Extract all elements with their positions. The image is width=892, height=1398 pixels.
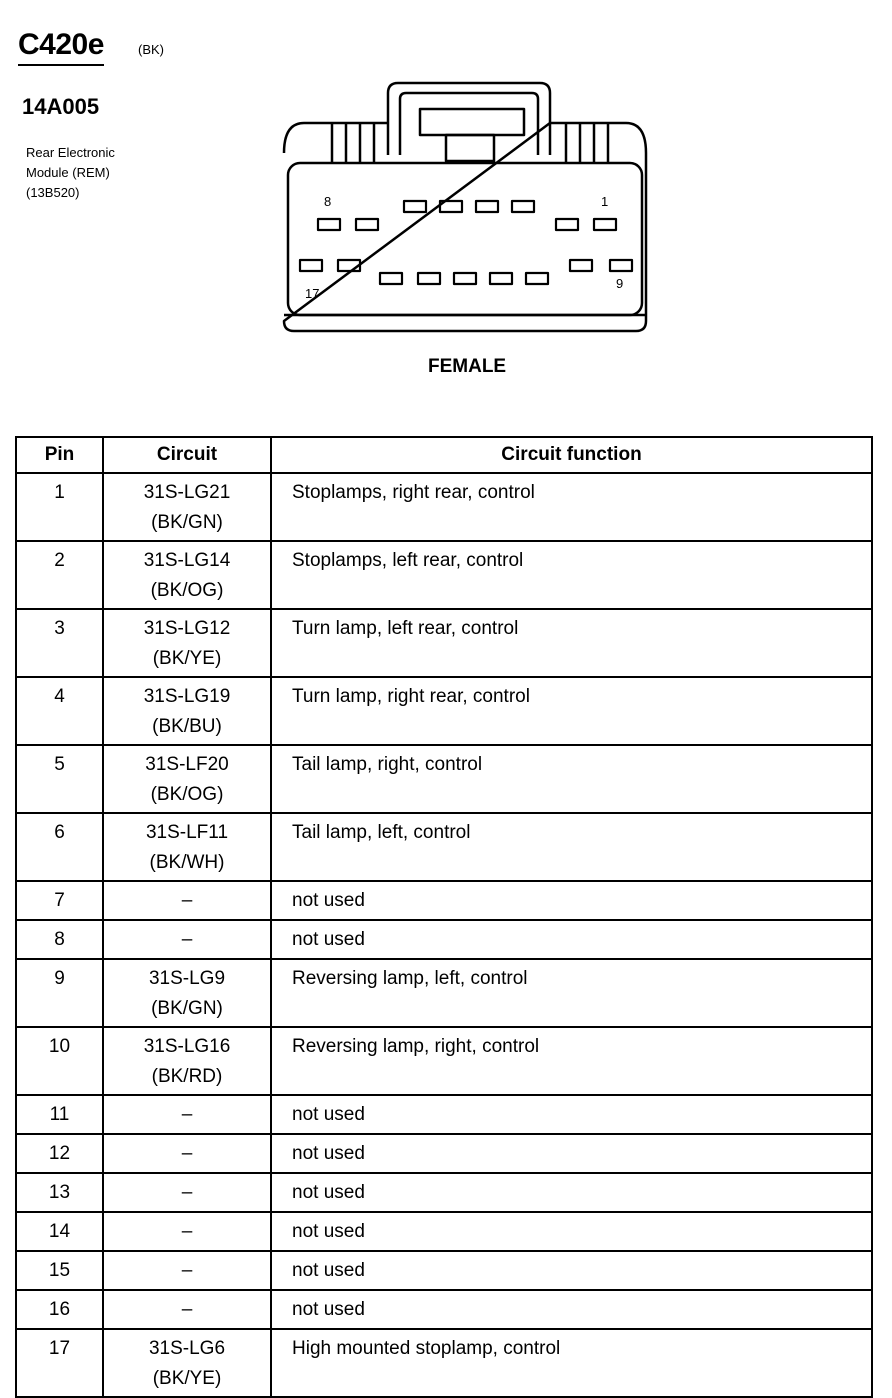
circuit-function: not used xyxy=(271,881,872,920)
circuit-cell xyxy=(103,541,271,609)
table-header-row xyxy=(16,437,872,473)
circuit-id: 31S-LF11 xyxy=(145,822,229,843)
pin-cavity xyxy=(512,201,534,212)
latch-window xyxy=(420,109,524,135)
pin-cavity xyxy=(418,273,440,284)
pin-cavity xyxy=(570,260,592,271)
header-function: Circuit function xyxy=(271,437,872,473)
table-row xyxy=(16,959,872,1027)
circuit-function: Tail lamp, right, control xyxy=(271,745,872,813)
pin-number: 8 xyxy=(16,920,103,959)
circuit-cell xyxy=(103,1134,271,1173)
pin-cavity xyxy=(356,219,378,230)
circuit-cell xyxy=(103,1173,271,1212)
circuit-function: Tail lamp, left, control xyxy=(271,813,872,881)
table-row xyxy=(16,1212,872,1251)
header-circuit: Circuit xyxy=(103,437,271,473)
pin-number: 2 xyxy=(16,541,103,609)
wire-color: (BK/BU) xyxy=(152,716,222,737)
wire-color: (BK/RD) xyxy=(151,1066,223,1087)
pin-label-1: 1 xyxy=(601,194,609,209)
circuit-function: not used xyxy=(271,1134,872,1173)
circuit-function: Reversing lamp, right, control xyxy=(271,1027,872,1095)
circuit-function: High mounted stoplamp, control xyxy=(271,1329,872,1397)
circuit-cell xyxy=(103,1290,271,1329)
connector-face-diagram xyxy=(270,75,660,345)
table-row xyxy=(16,1134,872,1173)
pin-number: 1 xyxy=(16,473,103,541)
circuit-function: not used xyxy=(271,1173,872,1212)
table-row xyxy=(16,1173,872,1212)
pin-number: 5 xyxy=(16,745,103,813)
wire-color: (BK/GN) xyxy=(151,512,223,533)
connector-housing xyxy=(284,123,646,331)
description-line: Rear Electronic xyxy=(26,145,115,160)
wire-color: (BK/YE) xyxy=(152,1368,222,1389)
table-row xyxy=(16,609,872,677)
circuit-id: 31S-LG21 xyxy=(143,482,231,503)
circuit-function: not used xyxy=(271,1212,872,1251)
pin-cavity xyxy=(300,260,322,271)
cavity-row-bottom xyxy=(300,260,632,284)
pin-number: 16 xyxy=(16,1290,103,1329)
pin-number: 7 xyxy=(16,881,103,920)
table-row xyxy=(16,473,872,541)
pin-number: 12 xyxy=(16,1134,103,1173)
circuit-id: – xyxy=(181,1143,193,1164)
circuit-id: – xyxy=(181,929,193,950)
circuit-cell xyxy=(103,1329,271,1397)
description-line: Module (REM) xyxy=(26,165,110,180)
circuit-cell xyxy=(103,813,271,881)
circuit-function: not used xyxy=(271,1095,872,1134)
pin-number: 14 xyxy=(16,1212,103,1251)
wire-color: (BK/GN) xyxy=(151,998,223,1019)
circuit-id: – xyxy=(181,1260,193,1281)
circuit-id: – xyxy=(181,1104,193,1125)
pin-number: 4 xyxy=(16,677,103,745)
circuit-id: 31S-LG9 xyxy=(148,968,226,989)
pin-number: 13 xyxy=(16,1173,103,1212)
circuit-id: – xyxy=(181,890,193,911)
pin-cavity xyxy=(318,219,340,230)
component-description xyxy=(26,143,115,203)
table-row xyxy=(16,677,872,745)
connector-gender-label: FEMALE xyxy=(428,356,507,377)
circuit-cell xyxy=(103,959,271,1027)
table-row xyxy=(16,813,872,881)
table-row xyxy=(16,881,872,920)
circuit-id: 31S-LF20 xyxy=(145,754,229,775)
circuit-cell xyxy=(103,881,271,920)
connector-color: (BK) xyxy=(138,42,164,57)
pin-label-9: 9 xyxy=(616,276,624,291)
pin-number: 11 xyxy=(16,1095,103,1134)
circuit-id: 31S-LG6 xyxy=(148,1338,226,1359)
table-row xyxy=(16,1329,872,1397)
pin-number: 9 xyxy=(16,959,103,1027)
circuit-function: Reversing lamp, left, control xyxy=(271,959,872,1027)
pin-cavity xyxy=(526,273,548,284)
circuit-id: – xyxy=(181,1182,193,1203)
circuit-cell xyxy=(103,609,271,677)
circuit-function: not used xyxy=(271,1290,872,1329)
circuit-cell xyxy=(103,677,271,745)
pin-number: 15 xyxy=(16,1251,103,1290)
pin-cavity xyxy=(490,273,512,284)
pin-number: 17 xyxy=(16,1329,103,1397)
wire-color: (BK/OG) xyxy=(150,580,224,601)
circuit-function: Turn lamp, left rear, control xyxy=(271,609,872,677)
table-row xyxy=(16,1290,872,1329)
pin-number: 3 xyxy=(16,609,103,677)
pin-cavity xyxy=(380,273,402,284)
table-row xyxy=(16,1251,872,1290)
circuit-cell xyxy=(103,1212,271,1251)
circuit-id: – xyxy=(181,1299,193,1320)
pin-cavity xyxy=(610,260,632,271)
pin-cavity xyxy=(454,273,476,284)
header-pin: Pin xyxy=(16,437,103,473)
circuit-function: Turn lamp, right rear, control xyxy=(271,677,872,745)
table-row xyxy=(16,541,872,609)
circuit-cell xyxy=(103,1251,271,1290)
cavity-row-top xyxy=(318,201,616,230)
circuit-cell xyxy=(103,1095,271,1134)
circuit-cell xyxy=(103,745,271,813)
connector-id: C420e xyxy=(18,28,104,66)
wire-color: (BK/OG) xyxy=(150,784,224,805)
pin-cavity xyxy=(404,201,426,212)
circuit-cell xyxy=(103,473,271,541)
circuit-cell xyxy=(103,920,271,959)
circuit-id: 31S-LG16 xyxy=(143,1036,231,1057)
wire-color: (BK/WH) xyxy=(149,852,225,873)
circuit-id: 31S-LG12 xyxy=(143,618,231,639)
circuit-function: Stoplamps, left rear, control xyxy=(271,541,872,609)
circuit-cell xyxy=(103,1027,271,1095)
circuit-id: – xyxy=(181,1221,193,1242)
circuit-function: not used xyxy=(271,1251,872,1290)
wire-color: (BK/YE) xyxy=(152,648,222,669)
part-number: 14A005 xyxy=(22,94,100,119)
circuit-id: 31S-LG19 xyxy=(143,686,231,707)
table-row xyxy=(16,745,872,813)
table-row xyxy=(16,920,872,959)
pin-number: 10 xyxy=(16,1027,103,1095)
pin-label-8: 8 xyxy=(324,194,332,209)
pin-cavity xyxy=(476,201,498,212)
pin-cavity xyxy=(594,219,616,230)
table-row xyxy=(16,1095,872,1134)
circuit-id: 31S-LG14 xyxy=(143,550,231,571)
table-row xyxy=(16,1027,872,1095)
pin-label-17: 17 xyxy=(305,286,320,301)
pinout-table xyxy=(15,436,873,1398)
circuit-function: not used xyxy=(271,920,872,959)
pin-cavity xyxy=(556,219,578,230)
pin-number: 6 xyxy=(16,813,103,881)
description-line: (13B520) xyxy=(26,185,80,200)
circuit-function: Stoplamps, right rear, control xyxy=(271,473,872,541)
latch-tab xyxy=(446,135,494,161)
